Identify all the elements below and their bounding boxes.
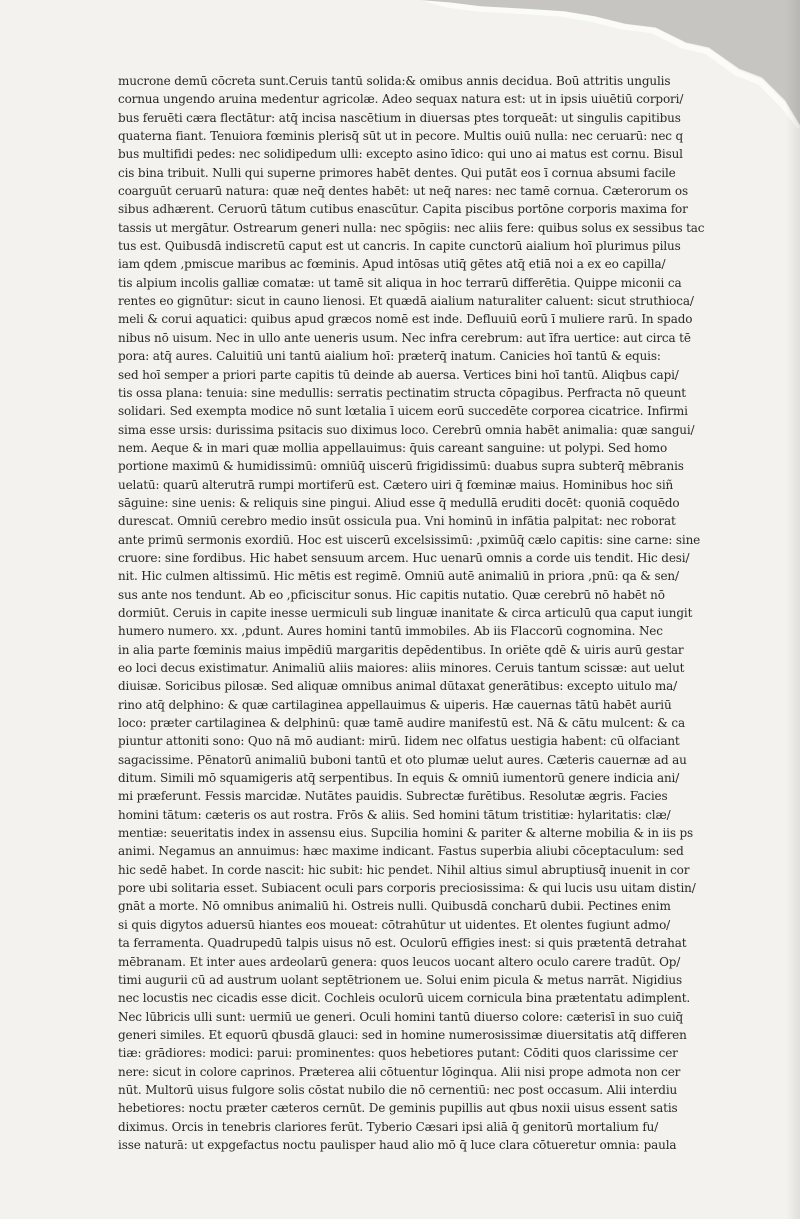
text-line: nem. Aeque & in mari quæ mollia appellauimus: q̄uis careant sanguine: ut polypi. Sed homo	[118, 440, 668, 455]
text-line: loco: præter cartilaginea & delphinū: quæ tamē audire manifestū est. Nā & cātu mulcent: & ca	[118, 716, 685, 731]
text-line: tus est. Quibusdā indiscretū caput est ut cancris. In capite cunctorū aialium hoī plurimus pilus	[118, 239, 681, 254]
text-line: rentes eo gignūtur: sicut in cauno lienosi. Et quædā aialium naturaliter caluent: sicut struthioca/	[118, 294, 694, 309]
text-line: mentiæ: seueritatis index in assensu eius. Supcilia homini & pariter & alterne mobilia & in iis ps	[118, 826, 694, 841]
text-line: portione maximū & humidissimū: omniūq̄ uiscerū frigidissimū: duabus supra subterq̄ mēbranis	[118, 459, 684, 474]
text-line: mēbranam. Et inter aues ardeolarū genera: quos leucos uocant altero oculo carere tradūt. Op/	[118, 954, 681, 969]
text-line: quaterna fiant. Tenuiora fœminis plerisq̄ sūt ut in pecore. Multis ouiū nulla: nec ceruarū: nec q	[118, 129, 684, 144]
text-line: gnāt a morte. Nō omnibus animaliū hi. Ostreis nulli. Quibusdā concharū dubii. Pectines enim	[118, 899, 671, 914]
text-line: tis ossa plana: tenuia: sine medullis: serratis pectinatim structa cōpagibus. Perfracta nō queunt	[118, 385, 686, 400]
text-line: iam qdem ,pmiscue maribus ac fœminis. Apud intōsas utiq̄ gētes atq̄ etiā noi a ex eo capilla/	[118, 257, 666, 272]
text-line: bus multifidi pedes: nec solidipedum ulli: excepto asino īdico: qui uno ai matus est cornu. Bisul	[118, 147, 683, 162]
text-line: piuntur attoniti sono: Quo nā mō audiant: mirū. Iidem nec olfatus uestigia habent: cū olfaciant	[118, 734, 680, 749]
text-line: dormiūt. Ceruis in capite inesse uermiculi sub linguæ inanitate & circa articulū qua caput iungit	[118, 605, 693, 620]
text-column	[118, 72, 710, 1154]
text-line: tassis ut mergātur. Ostrearum generi nulla: nec spōgiis: nec aliis fere: quibus solus ex sessibus tac	[118, 220, 705, 235]
text-line: nit. Hic culmen altissimū. Hic mētis est regimē. Omniū autē animaliū in priora ,pnū: qa & sen/	[118, 569, 679, 584]
text-line: hebetiores: noctu præter cæteros cernūt. De geminis pupillis aut qbus noxii uisus essent satis	[118, 1101, 678, 1116]
text-line: solidari. Sed exempta modice nō sunt lœtalia ī uicem eorū succedēte corporea cicatrice. Infirmi	[118, 404, 688, 419]
text-line: meli & corui aquatici: quibus apud græcos nomē est inde. Defluuiū eorū ī muliere rarū. In spado	[118, 312, 693, 327]
text-line: timi augurii cū ad austrum uolant septētrionem ue. Solui enim picula & metus narrāt. Nigidius	[118, 972, 683, 987]
text-line: sibus adhærent. Ceruorū tātum cutibus enascūtur. Capita piscibus portōne corporis maxima for	[118, 202, 688, 217]
text-line: humero numero. xx. ,pdunt. Aures homini tantū immobiles. Ab iis Flaccorū cognomina. Nec	[118, 624, 663, 639]
text-line: ditum. Simili mō squamigeris atq̄ serpentibus. In equis & omniū iumentorū genere indicia ani/	[118, 771, 680, 786]
page-edge-shadow	[786, 0, 800, 1219]
text-line: nibus nō uisum. Nec in ullo ante ueneris usum. Nec infra cerebrum: aut īfra uertice: aut circa tē	[118, 330, 691, 345]
text-line: uelatū: quarū alterutrā rumpi mortiferū est. Cætero uiri q̄ fœminæ maius. Hominibus hoc siñ	[118, 477, 674, 492]
text-line: coarguūt ceruarū natura: quæ neq̄ dentes habēt: ut neq̄ nares: nec tamē cornua. Cæterorum os	[118, 184, 688, 199]
text-line: durescat. Omniū cerebro medio insūt ossicula pua. Vni hominū in infātia palpitat: nec roborat	[118, 514, 676, 529]
text-line: homini tātum: cæteris os aut rostra. Frōs & aliis. Sed homini tātum tristitiæ: hylaritatis: clæ/	[118, 807, 671, 822]
text-line: animi. Negamus an annuimus: hæc maxime indicant. Fastus superbia aliubi cōceptaculum: sed	[118, 844, 684, 859]
text-line: mi præferunt. Fessis marcidæ. Nutātes pauidis. Subrectæ furētibus. Resolutæ ægris. Facies	[118, 789, 668, 804]
text-line: isse naturā: ut expgefactus noctu paulisper haud alio mō q̄ luce clara cōtueretur omnia: paula	[118, 1137, 677, 1152]
text-line: sed hoī semper a priori parte capitis tū deinde ab auersa. Vertices bini hoī tantū. Aliqbus capi/	[118, 367, 679, 382]
text-line: cruore: sine fordibus. Hic habet sensuum arcem. Huc uenarū omnis a corde uis tendit. Hic desi/	[118, 550, 690, 565]
text-line: sus ante nos tendunt. Ab eo ,pficiscitur sonus. Hic capitis nutatio. Quæ cerebrū nō habēt nō	[118, 587, 665, 602]
text-line: sāguine: sine uenis: & reliquis sine pingui. Aliud esse q̄ medullā eruditi docēt: quoniā coquēdo	[118, 495, 680, 510]
text-line: diximus. Orcis in tenebris clariores ferūt. Tyberio Cæsari ipsi aliā q̄ genitorū mortalium fu/	[118, 1119, 659, 1134]
text-line: Nec lūbricis ulli sunt: uermiū ue generi. Oculi homini tantū diuerso colore: cæterisī in suo cuiq̄	[118, 1009, 684, 1024]
text-line: cornua ungendo aruina medentur agricolæ. Adeo sequax natura est: ut in ipsis uiuētiū corpori/	[118, 92, 684, 107]
text-line: sima esse ursis: durissima psitacis suo diximus loco. Cerebrū omnia habēt animalia: quæ sangui/	[118, 422, 695, 437]
text-line: rino atq̄ delphino: & quæ cartilaginea appellauimus & uiperis. Hæ cauernas tātū habēt auriū	[118, 697, 672, 712]
text-line: pore ubi solitaria esset. Subiacent oculi pars corporis preciosissima: & qui lucis usu uitam distin/	[118, 881, 696, 896]
text-line: ante primū sermonis exordiū. Hoc est uiscerū excelsissimū: ,pximūq̄ cælo capitis: sine carne: sine	[118, 532, 701, 547]
text-line: eo loci decus existimatur. Animaliū aliis maiores: aliis minores. Ceruis tantum scissæ: aut uelut	[118, 661, 685, 675]
text-line: si quis digytos aduersū hiantes eos moueat: cōtrahūtur ut uidentes. Et olentes fugiunt admo/	[118, 917, 671, 932]
text-line: bus feruēti cæra flectātur: atq̄ incisa nascētium in diuersas ptes torqueāt: ut singulis capitibus	[118, 110, 681, 125]
text-line: hic sedē habet. In corde nascit: hic subit: hic pendet. Nihil altius simul abruptiusq̄ inuenit in cor	[118, 862, 690, 877]
text-line: in alia parte fœminis maius impēdiū margaritis depēdentibus. In oriēte qdē & uiris aurū gestar	[118, 642, 684, 657]
text-line: sagacissime. Pēnatorū animaliū buboni tantū et oto plumæ uelut aures. Cæteris cauernæ ad au	[118, 752, 687, 767]
text-line: generi similes. Et equorū qbusdā glauci: sed in homine numerosissimæ diuersitatis atq̄ differen	[118, 1027, 687, 1042]
text-line: tis alpium incolis galliæ comatæ: ut tamē sit aliqua in hoc terrarū differētia. Quippe miconii ca	[118, 275, 682, 290]
text-line: pora: atq̄ aures. Caluitiū uni tantū aialium hoī: præterq̄ inatum. Canicies hoī tantū & equis:	[118, 349, 661, 364]
text-line: ta ferramenta. Quadrupedū talpis uisus nō est. Oculorū effigies inest: si quis prætentā detrahat	[118, 936, 687, 951]
text-line: mucrone demū cōcreta sunt.Ceruis tantū solida:& omibus annis decidua. Boū attritis ungulis	[118, 74, 671, 88]
text-line: nere: sicut in colore caprinos. Præterea alii cōtuentur lōginqua. Alii nisi prope admota non cer	[118, 1064, 681, 1079]
text-line: nūt. Multorū uisus fulgore solis cōstat nubilo die nō cernentiū: nec post occasum. Alii interdiu	[118, 1082, 678, 1097]
text-line: tiæ: grādiores: modici: parui: prominentes: quos hebetiores putant: Cōditi quos clarissime cer	[118, 1046, 678, 1061]
text-line: diuisæ. Soricibus pilosæ. Sed aliquæ omnibus animal dūtaxat generātibus: excepto uitulo ma/	[118, 679, 678, 694]
text-line: nec locustis nec cicadis esse dicit. Cochleis oculorū uicem cornicula bina prætentatu adimplent.	[118, 991, 691, 1006]
text-line: cis bina tribuit. Nulli qui superne primores habēt dentes. Qui putāt eos ī cornua absumi facile	[118, 165, 676, 180]
